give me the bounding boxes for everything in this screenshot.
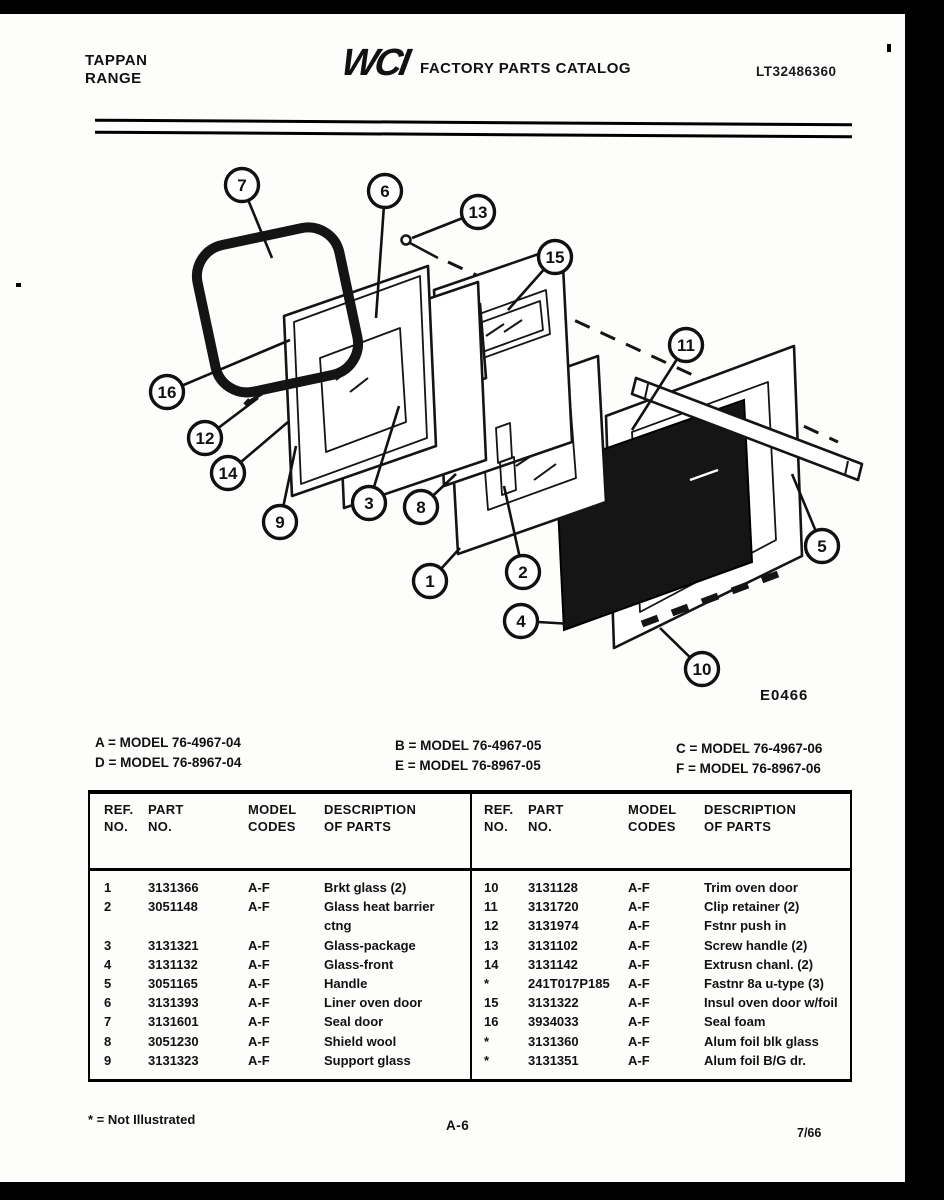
parts-table-left-body [90,878,468,1070]
cell-part: 3131321 [148,937,199,953]
brand-block [85,52,147,88]
cell-part: 3131351 [528,1052,579,1068]
model-code-line: D = MODEL 76-8967-04 [95,754,242,770]
model-code-line: A = MODEL 76-4967-04 [95,735,241,750]
table-row [90,936,468,955]
callout-number: 8 [416,498,426,517]
cell-codes: A-F [628,918,650,934]
brand-line-2: RANGE [85,70,142,87]
cell-part: 241T017P185 [528,976,610,992]
column-header: MODEL CODES [248,802,297,834]
table-row [90,878,468,897]
cell-codes: A-F [248,880,270,895]
table-row [90,1012,468,1031]
cell-codes: A-F [248,1052,270,1068]
callout-number: 7 [237,176,247,195]
cell-desc: Seal foam [704,1014,766,1030]
cell-part: 3131601 [148,1014,199,1030]
callout-number: 5 [817,537,827,556]
cell-part: 3131132 [148,956,198,972]
cell-codes: A-F [248,995,270,1011]
table-row [90,955,468,974]
model-code-line: B = MODEL 76-4967-05 [395,738,542,753]
table-row [472,1051,848,1070]
cell-codes: A-F [628,1033,650,1049]
cell-ref: * [484,976,490,992]
scan-speck [887,44,891,52]
cell-part: 3051230 [148,1033,199,1049]
table-row [472,1012,848,1031]
cell-ref: 10 [484,880,499,895]
table-row [90,993,468,1012]
cell-ref: 6 [104,995,112,1011]
column-header: MODEL CODES [628,802,677,834]
cell-desc: Screw handle (2) [704,937,808,953]
not-illustrated-note: * = Not Illustrated [88,1112,196,1127]
callout-number: 2 [518,563,528,582]
callout-number: 10 [692,660,712,679]
cell-ref: 2 [104,899,112,915]
table-row [472,897,848,916]
column-header: DESCRIPTION OF PARTS [324,802,417,834]
cell-codes: A-F [628,1052,650,1068]
cell-codes: A-F [248,1033,270,1049]
table-row [472,993,848,1012]
cell-desc: Shield wool [324,1033,397,1049]
cell-part: 3131128 [528,880,578,895]
table-row [90,1051,468,1070]
cell-part: 3131142 [528,956,578,972]
cell-ref: 12 [484,918,499,934]
cell-codes: A-F [248,899,270,915]
parts-table-right-body [472,878,848,1070]
scan-edge-bottom [0,1182,944,1200]
cell-codes: A-F [628,995,650,1011]
cell-codes: A-F [248,937,270,953]
cell-desc: Glass-package [324,937,416,953]
callout-number: 1 [425,572,435,591]
cell-codes: A-F [628,937,650,953]
parts-table-left-header [90,802,460,835]
parts-table [88,790,852,1082]
column-header: PART NO. [148,802,184,834]
wci-logo: WCI [338,42,411,84]
parts-table-right-header [472,802,844,835]
model-legend-col-3 [676,739,822,778]
column-header: DESCRIPTION OF PARTS [704,802,797,834]
cell-desc: Alum foil blk glass [704,1033,819,1049]
table-row [90,974,468,993]
callout-number: 3 [364,494,374,513]
model-code-line: E = MODEL 76-8967-05 [395,757,541,773]
cell-ref: 7 [104,1014,112,1030]
cell-part: 3131974 [528,918,579,934]
document-code: LT32486360 [756,64,837,79]
cell-desc: Handle [324,976,368,992]
cell-codes: A-F [628,899,650,915]
screw-part [402,236,439,259]
model-legend-col-1 [95,733,241,772]
model-code-line: F = MODEL 76-8967-06 [676,760,821,776]
cell-desc: Liner oven door [324,995,423,1011]
callout-number: 9 [275,513,285,532]
column-header: PART NO. [528,802,564,834]
cell-part: 3131102 [528,937,578,953]
cell-ref: 16 [484,1014,499,1030]
cell-desc: Seal door [324,1014,384,1030]
date-code: 7/66 [797,1126,822,1140]
scan-edge-top [0,0,944,14]
cell-codes: A-F [248,976,270,992]
column-header: REF. NO. [104,802,134,834]
cell-ref: 5 [104,976,112,992]
cell-desc: Insul oven door w/foil [704,995,838,1011]
cell-codes: A-F [628,880,650,895]
cell-part: 3131360 [528,1033,579,1049]
model-legend-col-2 [395,736,541,775]
cell-desc: Fstnr push in [704,918,787,934]
table-header-rule [90,868,850,871]
column-header: REF. NO. [484,802,514,834]
page-number: A-6 [446,1118,470,1133]
cell-part: 3934033 [528,1014,579,1030]
cell-part: 3131393 [148,995,199,1011]
cell-part: 3051148 [148,899,198,915]
table-row [472,974,848,993]
figure-code: E0466 [760,687,809,704]
exploded-door-diagram [0,150,944,735]
callout-number: 12 [195,429,215,448]
cell-desc: Fastnr 8a u-type (3) [704,976,824,992]
cell-part: 3131720 [528,899,579,915]
table-row [472,955,848,974]
callout-number: 13 [468,203,488,222]
callout-number: 6 [380,182,390,201]
cell-desc: Support glass [324,1052,411,1068]
cell-part: 3051165 [148,976,198,992]
table-row [472,916,848,935]
cell-codes: A-F [628,956,650,972]
callout-number: 14 [218,464,238,483]
cell-part: 3131323 [148,1052,199,1068]
cell-ref: 15 [484,995,499,1011]
cell-ref: 9 [104,1052,112,1068]
cell-codes: A-F [628,1014,650,1030]
table-row [90,1032,468,1051]
cell-desc: Glass heat barrier ctng [324,899,435,934]
model-code-line: C = MODEL 76-4967-06 [676,741,823,756]
cell-desc: Clip retainer (2) [704,899,800,915]
cell-ref: * [484,1052,490,1068]
cell-part: 3131366 [148,880,199,895]
catalog-title: FACTORY PARTS CATALOG [420,60,632,77]
table-row [472,936,848,955]
callout-number: 15 [545,248,565,267]
cell-desc: Brkt glass (2) [324,880,407,895]
table-row [472,1032,848,1051]
cell-codes: A-F [248,956,270,972]
cell-ref: 11 [484,899,498,915]
cell-desc: Alum foil B/G dr. [704,1052,806,1068]
cell-desc: Extrusn chanl. (2) [704,956,814,972]
cell-desc: Glass-front [324,956,394,972]
cell-desc: Trim oven door [704,880,798,895]
cell-ref: * [484,1033,490,1049]
cell-ref: 14 [484,956,499,972]
cell-part: 3131322 [528,995,579,1011]
table-row [90,897,468,935]
callout-number: 4 [516,612,526,631]
callout-number: 16 [157,383,177,402]
cell-ref: 8 [104,1033,112,1049]
header-rule [95,119,852,139]
table-row [472,878,848,897]
cell-ref: 13 [484,937,499,953]
cell-ref: 3 [104,937,112,953]
cell-codes: A-F [248,1014,270,1030]
cell-codes: A-F [628,976,650,992]
brand-line-1: TAPPAN [85,52,148,69]
cell-ref: 1 [104,880,112,895]
callout-number: 11 [677,336,695,355]
cell-ref: 4 [104,956,112,972]
